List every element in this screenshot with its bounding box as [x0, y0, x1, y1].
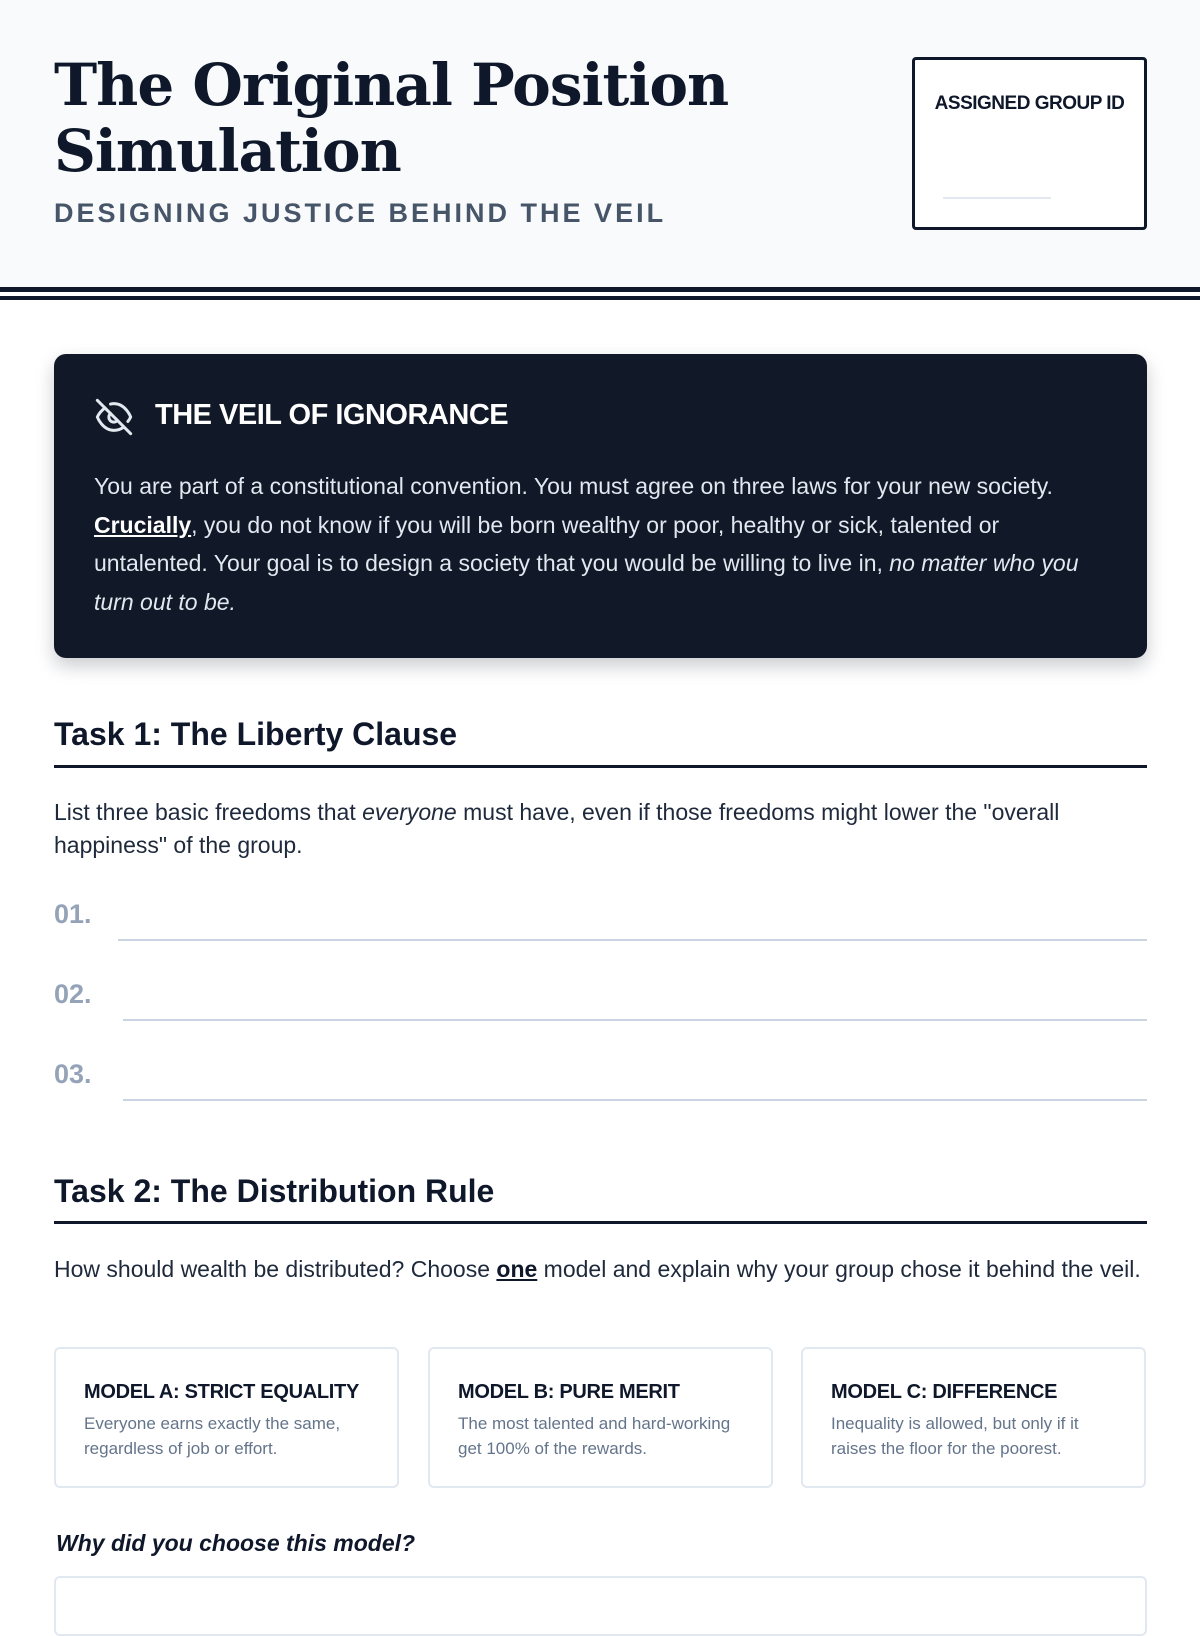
group-id-label: ASSIGNED GROUP ID: [934, 93, 1125, 114]
header-divider-thick: [0, 287, 1200, 292]
model-card-a[interactable]: [54, 1347, 399, 1488]
model-description: Everyone earns exactly the same, regardless of job or effort.: [84, 1414, 341, 1458]
task1-title: Task 1: The Liberty Clause: [54, 716, 458, 752]
task2-text-underline: one: [496, 1256, 538, 1282]
veil-title: THE VEIL OF IGNORANCE: [155, 399, 509, 431]
task1-text-italic: everyone: [362, 799, 457, 825]
task2-title: Task 2: The Distribution Rule: [54, 1173, 495, 1209]
task1-divider: [54, 765, 1147, 768]
answer-line-1[interactable]: [118, 939, 1147, 941]
veil-of-ignorance-panel: [54, 354, 1147, 658]
task1-instructions: [54, 796, 1154, 862]
task1-text-before: List three basic freedoms that: [54, 799, 363, 825]
veil-text-italic: no matter who you turn out to be.: [94, 550, 1079, 615]
task2-text-before: How should wealth be distributed? Choose: [54, 1256, 497, 1282]
header-divider-thin: [0, 296, 1200, 300]
page-title: The Original Position Simulation: [54, 51, 729, 185]
group-id-input-line[interactable]: [943, 197, 1051, 199]
model-description: Inequality is allowed, but only if it raises the floor for the poorest.: [831, 1414, 1079, 1458]
task1-text-after: must have, even if those freedoms might lower the "overall happiness" of the group.: [54, 799, 1060, 858]
page-subtitle: DESIGNING JUSTICE BEHIND THE VEIL: [54, 198, 667, 228]
task2-instructions: [54, 1253, 1154, 1286]
why-answer-box[interactable]: [54, 1576, 1147, 1636]
veil-text-bold: Crucially: [94, 511, 192, 538]
answer-number: 02.: [54, 979, 92, 1009]
answer-line-2[interactable]: [123, 1019, 1147, 1021]
veil-description: [94, 467, 1109, 621]
answer-line-3[interactable]: [123, 1099, 1147, 1101]
answer-number: 03.: [54, 1059, 92, 1089]
model-card-c[interactable]: [801, 1347, 1146, 1488]
task2-divider: [54, 1221, 1147, 1224]
model-title: MODEL A: STRICT EQUALITY: [84, 1381, 360, 1403]
model-title: MODEL B: PURE MERIT: [458, 1381, 680, 1403]
model-card-b[interactable]: [428, 1347, 773, 1488]
veil-text-before: You are part of a constitutional convention. You must agree on three laws for your new society.: [94, 473, 1053, 499]
model-title: MODEL C: DIFFERENCE: [831, 1381, 1058, 1403]
model-description: The most talented and hard-working get 100% of the rewards.: [458, 1414, 731, 1458]
why-label: Why did you choose this model?: [56, 1530, 416, 1556]
eye-off-icon: [94, 397, 134, 437]
veil-text-after: , you do not know if you will be born wealthy or poor, healthy or sick, talented or untalented. Your goal is to design a society that you would be willing to live in,: [94, 511, 1000, 576]
task2-text-after: model and explain why your group chose it behind the veil.: [537, 1256, 1141, 1282]
group-id-box: [912, 57, 1147, 230]
page-header: [0, 0, 1200, 290]
answer-number: 01.: [54, 899, 92, 929]
